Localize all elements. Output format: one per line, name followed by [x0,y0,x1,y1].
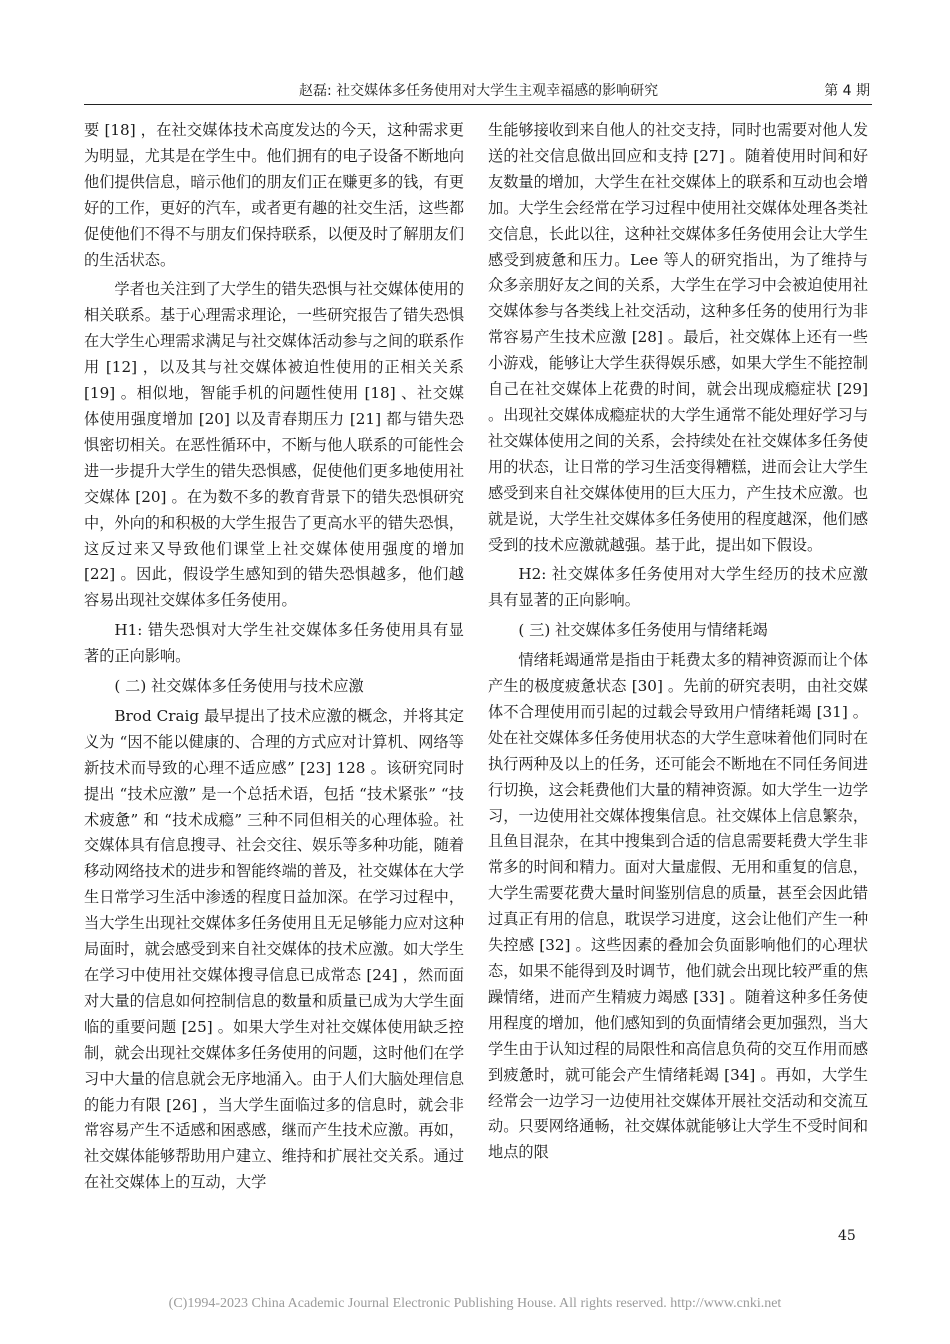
section-heading-3: ( 三) 社交媒体多任务使用与情绪耗竭 [518,621,768,640]
left-paragraph-2: 学者也关注到了大学生的错失恐惧与社交媒体使用的相关联系。基于心理需求理论，一些研究报告了错失恐惧在大学生心理需求满足与社交媒体活动参与之间的联系作用 [12] ，以及其与社交媒体被迫性使用的正相关关系 [19] 。相似地，智能手机的问题性使用 [18] 、社交媒体使用强度增加 [20] 以及青春期压力 [21] 都与错失恐惧密切相关。在恶性循环中，不断与他人联系的可能性会进一步提升大学生的错失恐惧感，促使他们更多地使用社交媒体 [20] 。在为数不多的教育背景下的错失恐惧研究中，外向的和积极的大学生报告了更高水平的错失恐惧，这反过来又导致他们课堂上社交媒体使用强度的增加 [22] 。因此，假设学生感知到的错失恐惧越多，他们越容易出现社交媒体多任务使用。 [84,280,464,610]
left-paragraph-1: 要 [18] ，在社交媒体技术高度发达的今天，这种需求更为明显，尤其是在学生中。他们拥有的电子设备不断地向他们提供信息，暗示他们的朋友们正在赚更多的钱，有更好的工作，更好的汽车，或者更有趣的社交生活，这些都促使他们不得不与朋友们保持联系，以便及时了解朋友们的生活状态。 [84,121,464,269]
header-issue: 第 4 期 [824,83,870,99]
running-header [84,78,872,105]
page-number: 45 [838,1228,856,1244]
right-column [488,118,868,1208]
section-heading-2: ( 二) 社交媒体多任务使用与技术应激 [114,677,364,696]
header-title: 赵磊: 社交媒体多任务使用对大学生主观幸福感的影响研究 [299,83,659,99]
hypothesis-h2: H2: 社交媒体多任务使用对大学生经历的技术应激具有显著的正向影响。 [488,565,868,610]
copyright-footer: (C)1994-2023 China Academic Journal Electronic Publishing House. All rights reserved. http://www.cnki.net [168,1296,782,1311]
right-paragraph-2: 情绪耗竭通常是指由于耗费太多的精神资源而让个体产生的极度疲惫状态 [30] 。先前的研究表明，由社交媒体不合理使用而引起的过载会导致用户情绪耗竭 [31] 。处在社交媒体多任务使用状态的大学生意味着他们同时在执行两种及以上的任务，还可能会不断地在不同任务间进行切换，这会耗费他们大量的精神资源。如大学生一边学习，一边使用社交媒体搜集信息。社交媒体上信息繁杂，且鱼目混杂，在其中搜集到合适的信息需要耗费大学生非常多的时间和精力。面对大量虚假、无用和重复的信息，大学生需要花费大量时间鉴别信息的质量，甚至会因此错过真正有用的信息，耽误学习进度，这会让他们产生一种失控感 [32] 。这些因素的叠加会负面影响他们的心理状态，如果不能得到及时调节，他们就会出现比较严重的焦躁情绪，进而产生精疲力竭感 [33] 。随着这种多任务使用程度的增加，他们感知到的负面情绪会更加强烈，当大学生由于认知过程的局限性和高信息负荷的交互作用而感到疲惫时，就可能会产生情绪耗竭 [34] 。再如，大学生经常会一边学习一边使用社交媒体开展社交活动和交流互动。只要网络通畅，社交媒体就能够让大学生不受时间和地点的限 [488,651,868,1162]
left-paragraph-3: Brod Craig 最早提出了技术应激的概念，并将其定义为 “因不能以健康的、合理的方式应对计算机、网络等新技术而导致的心理不适应感” [23] 128 。该研究同时提出 “技术应激” 是一个总括术语，包括 “技术紧张” “技术疲惫” 和 “技术成瘾” 三种不同但相关的心理体验。社交媒体具有信息搜寻、社会交往、娱乐等多种功能，随着移动网络技术的进步和智能终端的普及，社交媒体在大学生日常学习生活中渗透的程度日益加深。在学习过程中，当大学生出现社交媒体多任务使用且无足够能力应对这种局面时，就会感受到来自社交媒体的技术应激。如大学生在学习中使用社交媒体搜寻信息已成常态 [24] ，然而面对大量的信息如何控制信息的数量和质量已成为大学生面临的重要问题 [25] 。如果大学生对社交媒体使用缺乏控制，就会出现社交媒体多任务使用的问题，这时他们在学习中大量的信息就会无序地涌入。由于人们大脑处理信息的能力有限 [26] ，当大学生面临过多的信息时，就会非常容易产生不适感和困惑感，继而产生技术应激。再如，社交媒体能够帮助用户建立、维持和扩展社交关系。通过在社交媒体上的互动，大学 [84,706,464,1192]
hypothesis-h1: H1: 错失恐惧对大学生社交媒体多任务使用具有显著的正向影响。 [84,621,464,666]
right-paragraph-1: 生能够接收到来自他人的社交支持，同时也需要对他人发送的社交信息做出回应和支持 [27] 。随着使用时间和好友数量的增加，大学生在社交媒体上的联系和互动也会增加。大学生会经常在学习过程中使用社交媒体处理各类社交信息，长此以往，这种社交媒体多任务使用会让大学生感受到疲惫和压力。Lee 等人的研究指出，为了维持与众多亲朋好友之间的关系，大学生在学习中会被迫使用社交媒体参与各类线上社交活动，这种多任务的使用行为非常容易产生技术应激 [28] 。最后，社交媒体上还有一些小游戏，能够让大学生获得娱乐感，如果大学生不能控制自己在社交媒体上花费的时间，就会出现成瘾症状 [29] 。出现社交媒体成瘾症状的大学生通常不能处理好学习与社交媒体使用之间的关系，会持续处在社交媒体多任务使用的状态，让日常的学习生活变得糟糕，进而会让大学生感受到来自社交媒体使用的巨大压力，产生技术应激。也就是说，大学生社交媒体多任务使用的程度越深，他们感受到的技术应激就越强。基于此，提出如下假设。 [488,121,868,554]
left-column [84,118,464,1208]
